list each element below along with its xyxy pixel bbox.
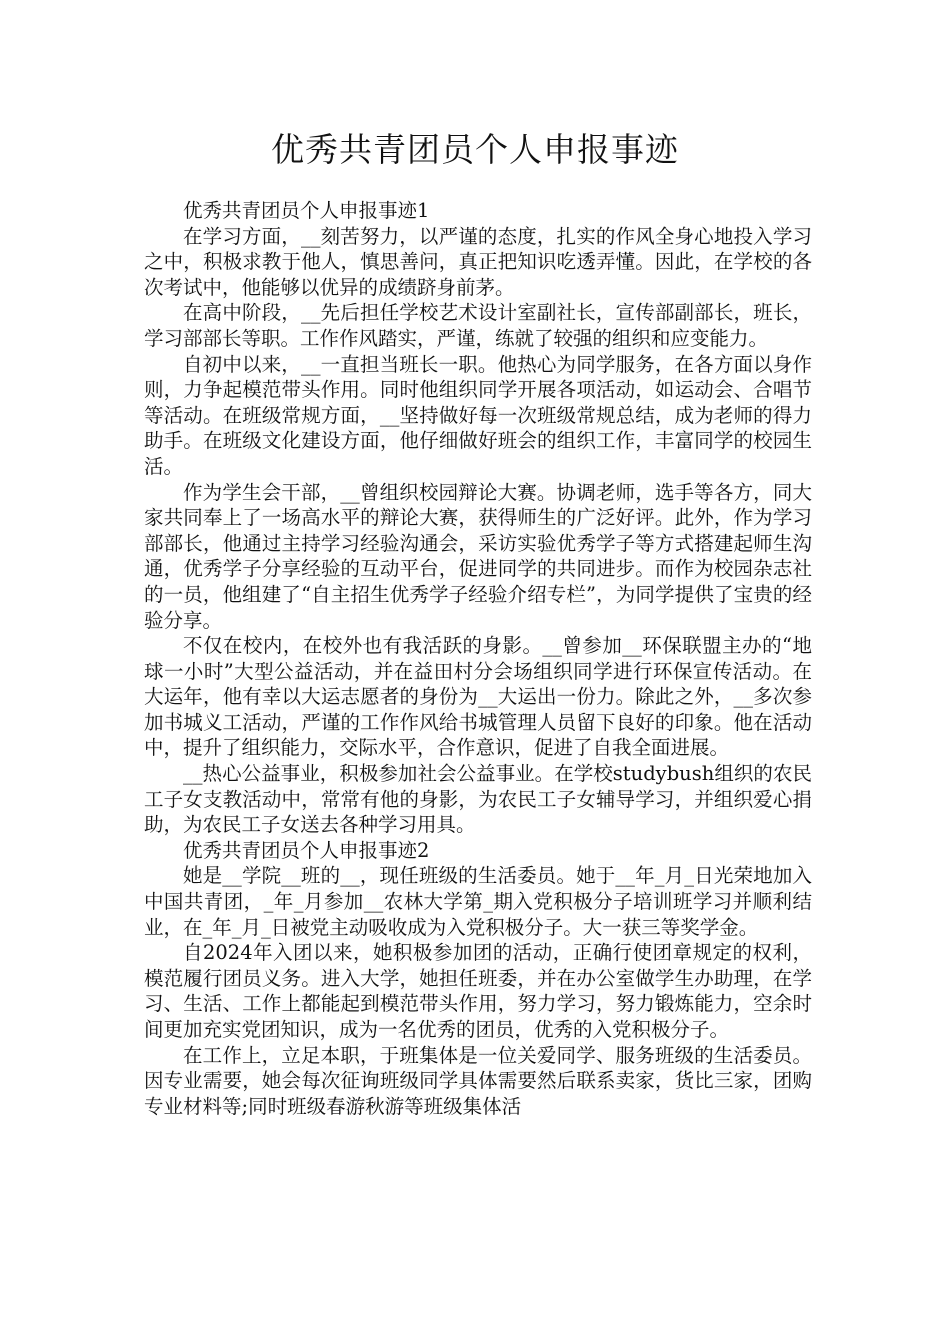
paragraph: 自2024年入团以来，她积极参加团的活动，正确行使团章规定的权利，模范履行团员义务。进入大学，她担任班委，并在办公室做学生办助理，在学习、生活、工作上都能起到模范带头作用，努力学习，努力锻炼能力，空余时间更加充实党团知识，成为一名优秀的团员，优秀的入党积极分子。 (144, 941, 812, 1041)
paragraph: 在工作上，立足本职，于班集体是一位关爱同学、服务班级的生活委员。因专业需要，她会每次征询班级同学具体需要然后联系卖家，货比三家，团购专业材料等;同时班级春游秋游等班级集体活 (144, 1043, 812, 1118)
document-body (144, 198, 812, 1119)
paragraph: 她是__学院__班的__，现任班级的生活委员。她于__年_月_日光荣地加入中国共青团，_年_月参加__农林大学第_期入党积极分子培训班学习并顺利结业，在_年_月_日被党主动吸收成为入党积极分子。大一获三等奖学金。 (144, 864, 812, 939)
paragraph: 自初中以来，__一直担当班长一职。他热心为同学服务，在各方面以身作则，力争起模范带头作用。同时他组织同学开展各项活动，如运动会、合唱节等活动。在班级常规方面，__坚持做好每一次班级常规总结，成为老师的得力助手。在班级文化建设方面，他仔细做好班会的组织工作，丰富同学的校园生活。 (144, 352, 812, 478)
paragraph: 在学习方面，__刻苦努力，以严谨的态度，扎实的作风全身心地投入学习之中，积极求教于他人，慎思善问，真正把知识吃透弄懂。因此，在学校的各次考试中，他能够以优异的成绩跻身前茅。 (144, 224, 812, 299)
section-heading-2: 优秀共青团员个人申报事迹2 (183, 838, 430, 862)
paragraph: __热心公益事业，积极参加社会公益事业。在学校studybush组织的农民工子女支教活动中，常常有他的身影，为农民工子女辅导学习，并组织爱心捐助，为农民工子女送去各种学习用具。 (144, 762, 812, 837)
paragraph: 作为学生会干部，__曾组织校园辩论大赛。协调老师，选手等各方，同大家共同奉上了一场高水平的辩论大赛，获得师生的广泛好评。此外，作为学习部部长，他通过主持学习经验沟通会，采访实验优秀学子等方式搭建起师生沟通，优秀学子分享经验的互动平台，促进同学的共同进步。而作为校园杂志社的一员，他组建了“自主招生优秀学子经验介绍专栏”，为同学提供了宝贵的经验分享。 (144, 480, 812, 632)
section-heading-1: 优秀共青团员个人申报事迹1 (183, 199, 430, 222)
paragraph: 在高中阶段，__先后担任学校艺术设计室副社长，宣传部副部长，班长，学习部部长等职。工作作风踏实，严谨，练就了较强的组织和应变能力。 (144, 301, 812, 350)
page-title: 优秀共青团员个人申报事迹 (271, 130, 679, 169)
paragraph: 不仅在校内，在校外也有我活跃的身影。__曾参加__环保联盟主办的“地球一小时”大型公益活动，并在益田村分会场组织同学进行环保宣传活动。在大运年，他有幸以大运志愿者的身份为__大运出一份力。除此之外，__多次参加书城义工活动，严谨的工作作风给书城管理人员留下良好的印象。他在活动中，提升了组织能力，交际水平，合作意识，促进了自我全面进展。 (144, 634, 812, 760)
